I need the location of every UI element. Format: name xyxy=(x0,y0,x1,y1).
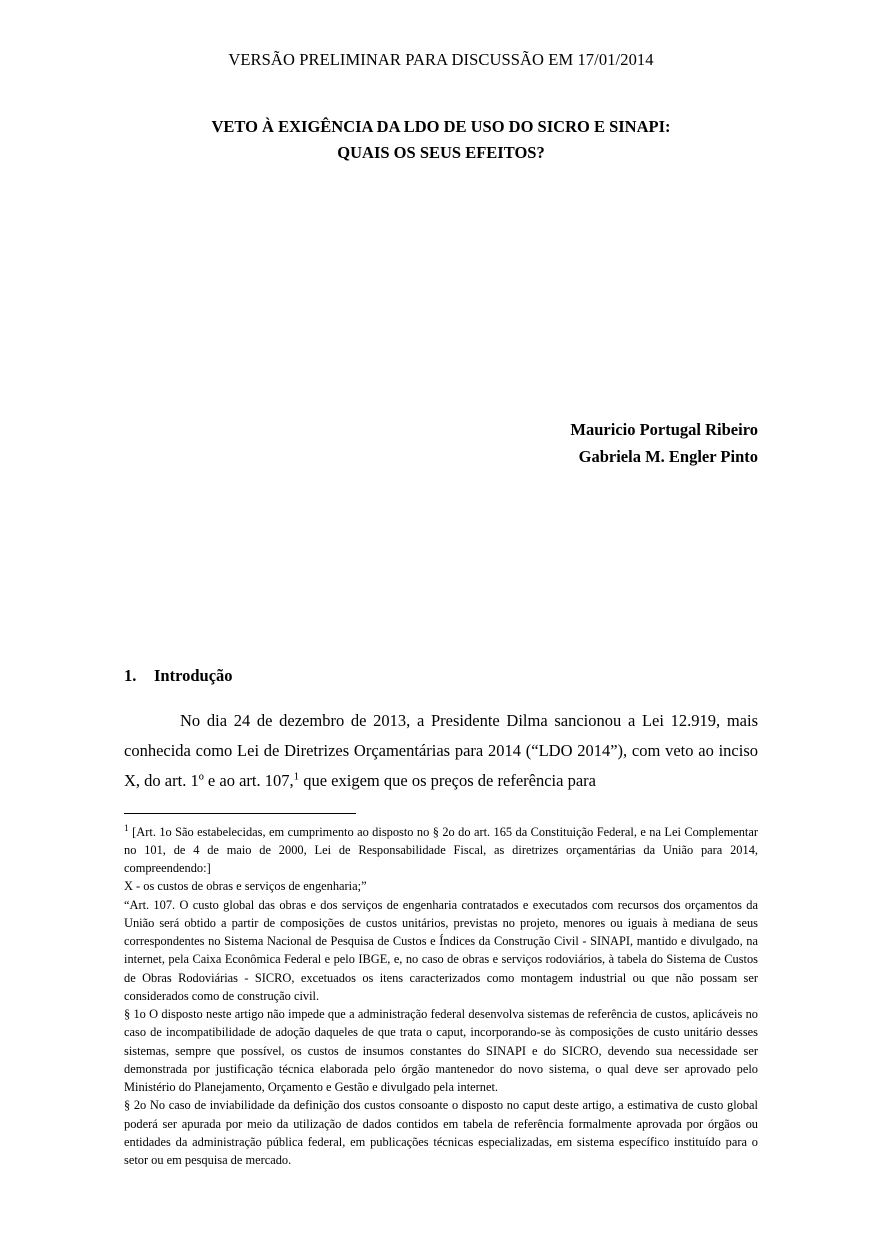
footnote-reference-1[interactable]: 1 xyxy=(293,770,300,783)
footnote-paragraph-4: § 1o O disposto neste artigo não impede que a administração federal desenvolva sistemas de referência de custos, aplicáveis no caso de incompatibilidade de adoção daqueles de que trata o caput, incorporando-se às composições de custo unitário desses sistemas, sempre que possível, os custos de insumos constantes do SINAPI e do SICRO, devendo sua necessidade ser demonstrada por justificação técnica elaborada pelo órgão mantenedor do novo sistema, o qual deve ser aprovado pelo Ministério do Planejamento, Orçamento e Gestão e divulgado pela internet. xyxy=(124,1007,758,1095)
section-title: Introdução xyxy=(154,666,233,686)
author-name-2: Gabriela M. Engler Pinto xyxy=(578,446,758,466)
body-paragraph-1-text-b: que exigem que os preços de referência para xyxy=(299,771,596,791)
footnote-paragraph-1-text: [Art. 1o São estabelecidas, em cumprimento ao disposto no § 2o do art. 165 da Constituição Federal, e na Lei Complementar no 101, de 4 de maio de 2000, Lei de Responsabilidade Fiscal, as diretrizes orçamentárias da União para 2014, compreendendo:] xyxy=(124,824,758,876)
body-paragraph-1-text-a: No dia 24 de dezembro de 2013, a Presidente Dilma sancionou a Lei 12.919, mais conhecida como Lei de Diretrizes Orçamentárias para 2014 (“LDO 2014”), com veto ao inciso X, do art. 1º e ao art. 107, xyxy=(124,711,758,791)
footnote-separator-rule xyxy=(124,813,356,814)
footnote-block xyxy=(124,823,758,1169)
footnote-paragraph-2: X - os custos de obras e serviços de engenharia;” xyxy=(124,879,367,894)
footnote-paragraph-5: § 2o No caso de inviabilidade da definição dos custos consoante o disposto no caput deste artigo, a estimativa de custo global poderá ser apurada por meio da utilização de dados contidos em tabela de referência formalmente aprovada por órgãos ou entidades da administração pública federal, em publicações técnicas especializadas, em sistema específico instituído para o setor ou em pesquisa de mercado. xyxy=(124,1098,758,1167)
footnote-paragraph-1 xyxy=(124,823,758,878)
footnote-paragraph-3: “Art. 107. O custo global das obras e dos serviços de engenharia contratados e executados com recursos dos orçamentos da União será obtido a partir de composições de custos unitários, previstas no projeto, menores ou iguais à mediana de seus correspondentes no Sistema Nacional de Pesquisa de Custos e Índices da Construção Civil - SINAPI, mantido e divulgado, na internet, pela Caixa Econômica Federal e pelo IBGE, e, no caso de obras e serviços rodoviários, à tabela do Sistema de Custos de Obras Rodoviárias - SICRO, excetuados os itens caracterizados como montagem industrial ou que não possam ser considerados como de construção civil. xyxy=(124,897,758,1003)
document-title-line-2: QUAIS OS SEUS EFEITOS? xyxy=(337,143,545,163)
author-block xyxy=(124,417,758,470)
document-title xyxy=(124,114,758,167)
author-name-1: Mauricio Portugal Ribeiro xyxy=(570,419,758,439)
body-paragraph-1 xyxy=(124,706,758,796)
section-heading-introducao xyxy=(124,666,758,686)
section-number: 1. xyxy=(124,666,137,686)
page-header-notice: VERSÃO PRELIMINAR PARA DISCUSSÃO EM 17/01/2014 xyxy=(228,50,654,69)
footnote-marker: 1 xyxy=(124,823,129,834)
document-title-line-1: VETO À EXIGÊNCIA DA LDO DE USO DO SICRO E SINAPI: xyxy=(211,117,671,136)
